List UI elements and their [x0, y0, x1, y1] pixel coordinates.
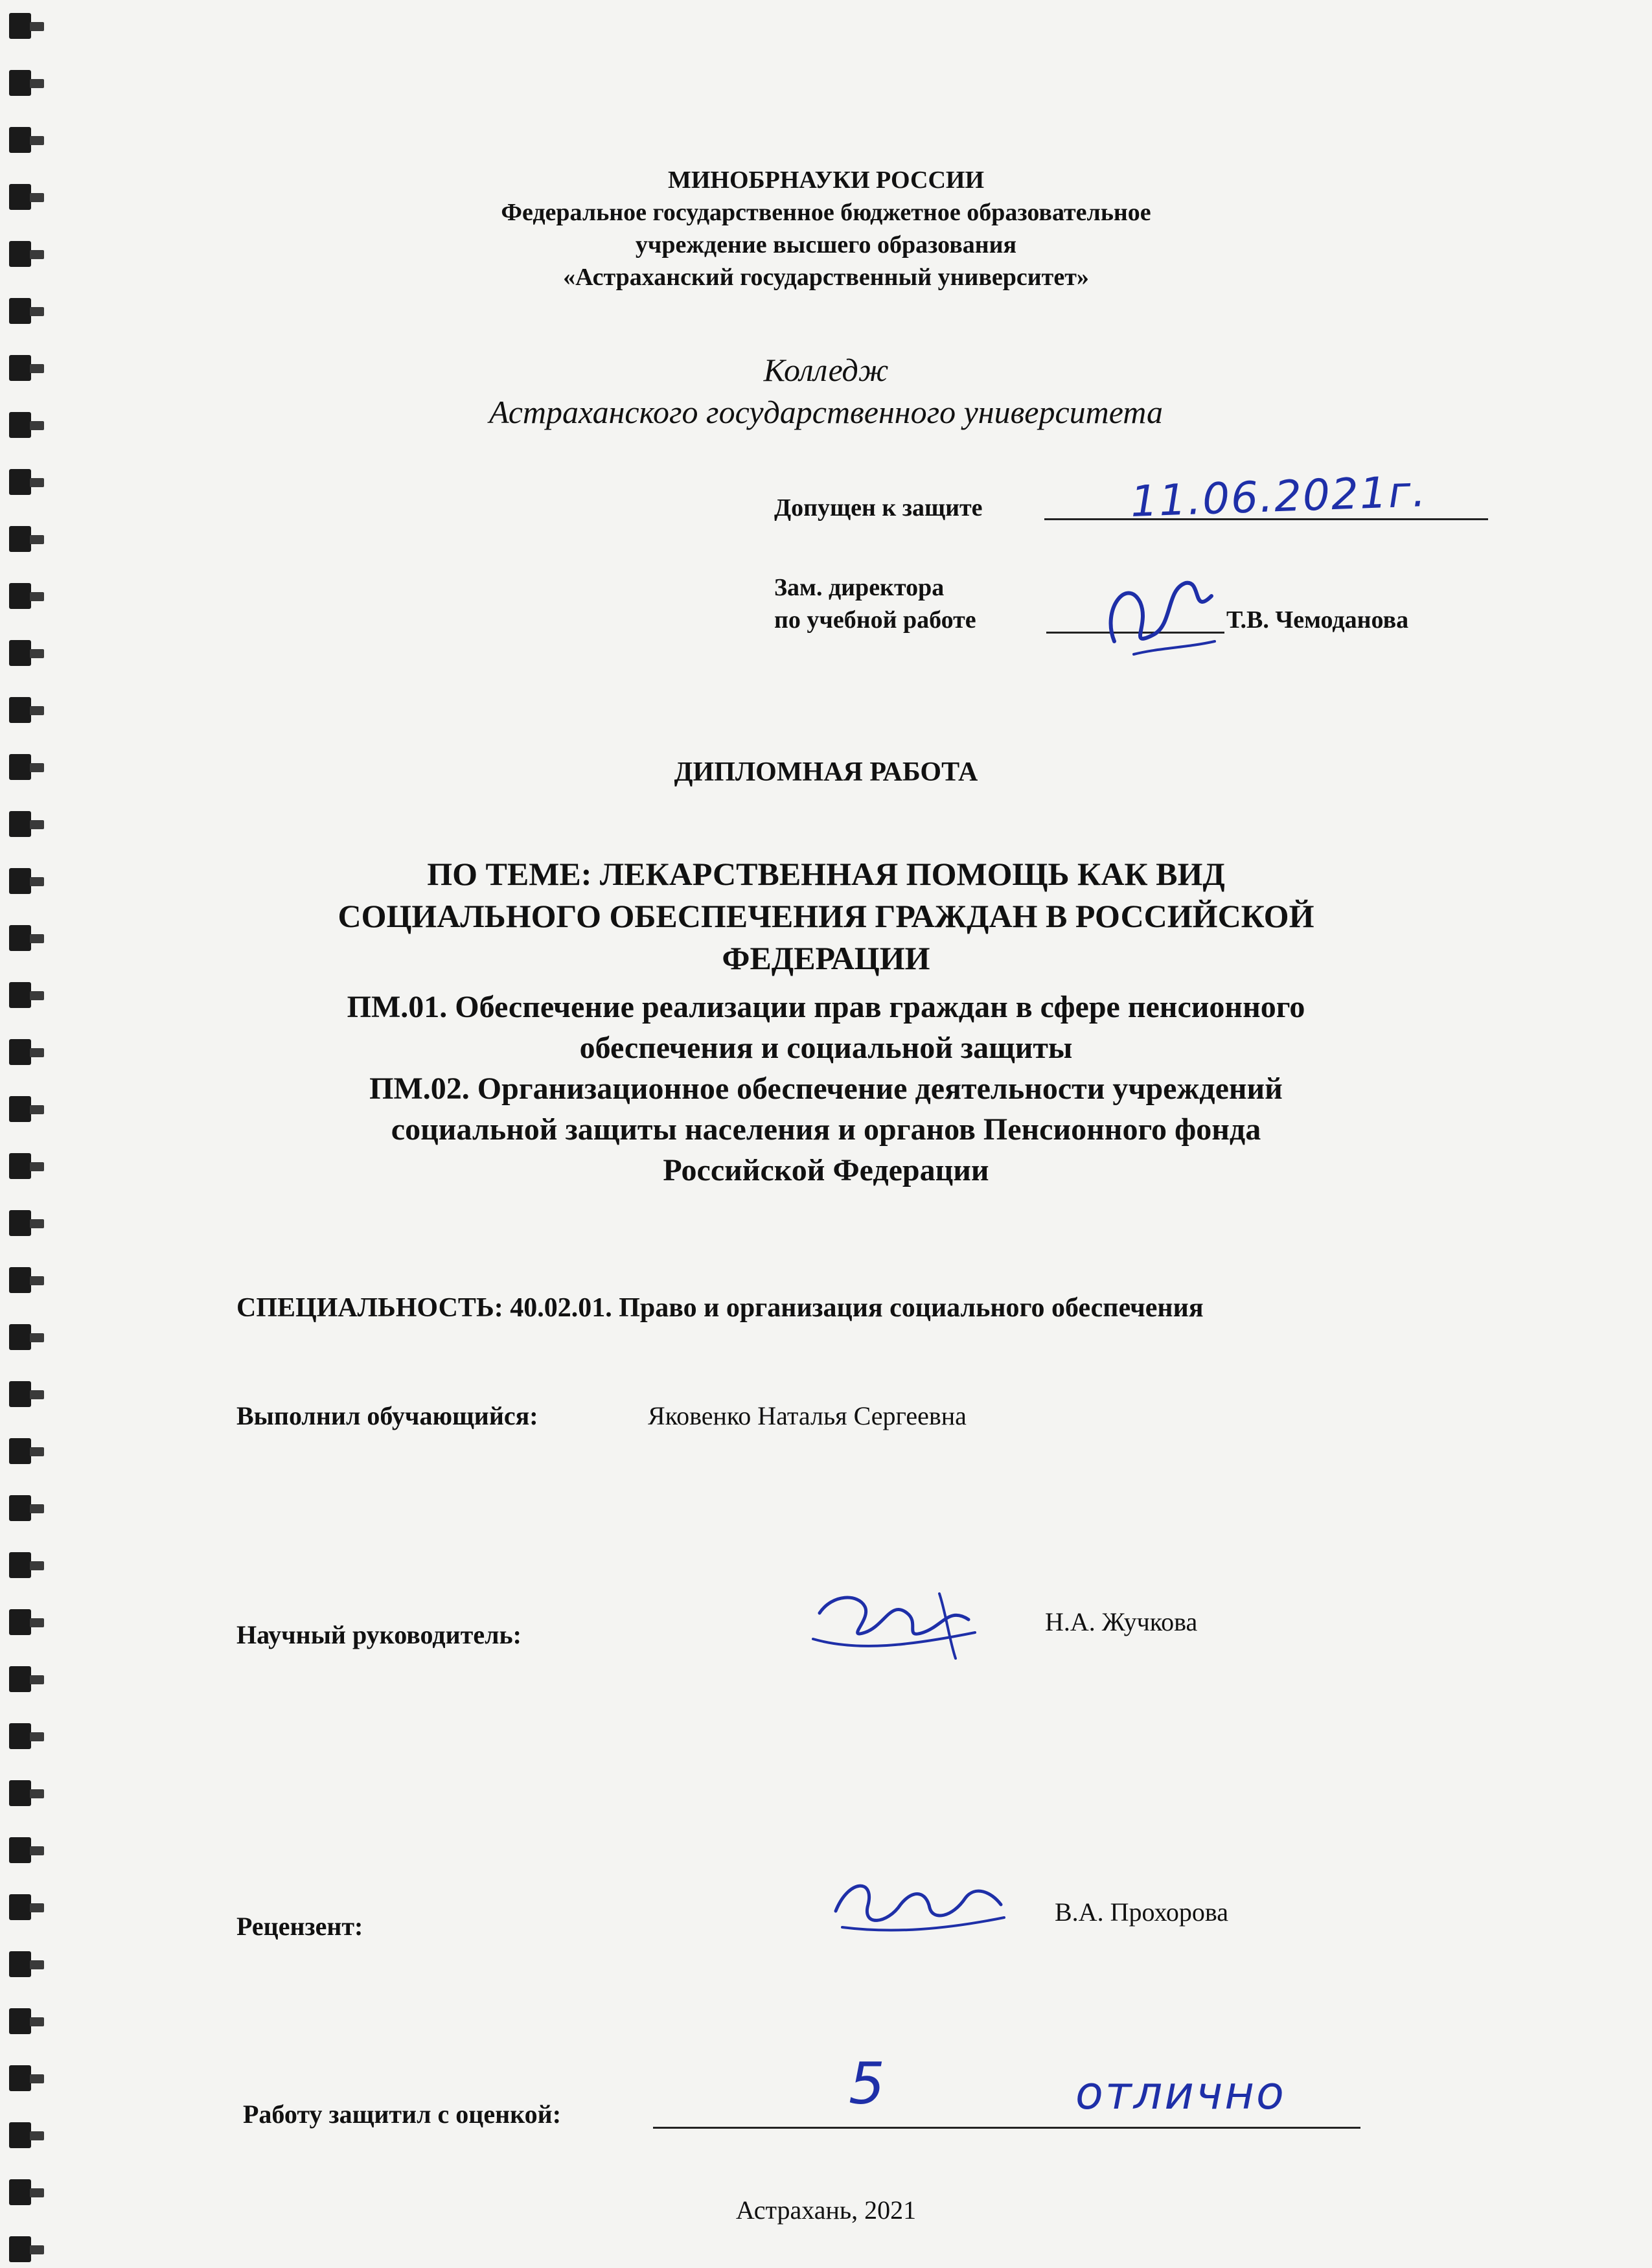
binding-hole — [9, 526, 31, 552]
grade-line — [653, 2127, 1360, 2129]
binding-ring — [30, 592, 44, 601]
grade-word-handwritten: отлично — [1075, 2067, 1286, 2120]
binding-hole — [9, 70, 31, 96]
student-name: Яковенко Наталья Сергеевна — [648, 1401, 967, 1430]
institution-type-line: учреждение высшего образования — [635, 231, 1017, 258]
deputy-name: Т.В. Чемоданова — [1226, 606, 1409, 634]
binding-ring — [30, 1276, 44, 1285]
binding-hole — [9, 1780, 31, 1806]
binding-hole — [9, 1894, 31, 1920]
binding-ring — [30, 1903, 44, 1912]
topic-line-2: СОЦИАЛЬНОГО ОБЕСПЕЧЕНИЯ ГРАЖДАН В РОССИЙСКОЙ — [338, 898, 1314, 934]
binding-ring — [30, 1447, 44, 1456]
binding-ring — [30, 2017, 44, 2026]
binding-hole — [9, 469, 31, 495]
binding-ring — [30, 820, 44, 829]
topic-line-1: ПО ТЕМЕ: ЛЕКАРСТВЕННАЯ ПОМОЩЬ КАК ВИД — [427, 856, 1225, 892]
university-name: «Астраханский государственный университет» — [563, 264, 1089, 291]
binding-ring — [30, 1219, 44, 1228]
binding-ring — [30, 1789, 44, 1798]
binding-ring — [30, 535, 44, 544]
admitted-label: Допущен к защите — [774, 494, 983, 521]
supervisor-label: Научный руководитель: — [236, 1620, 522, 1649]
binding-ring — [30, 2131, 44, 2140]
binding-hole — [9, 2122, 31, 2148]
binding-ring — [30, 478, 44, 487]
reviewer-signature — [816, 1853, 1011, 1950]
binding-ring — [30, 1960, 44, 1969]
reviewer-label: Рецензент: — [236, 1912, 363, 1941]
module-pm02-line-2: социальной защиты населения и органов Пенсионного фонда — [391, 1112, 1261, 1147]
module-pm01-line-2: обеспечения и социальной защиты — [579, 1031, 1073, 1065]
binding-hole — [9, 1666, 31, 1692]
binding-hole — [9, 583, 31, 609]
binding-hole — [9, 2236, 31, 2262]
binding-hole — [9, 13, 31, 39]
binding-ring — [30, 307, 44, 316]
binding-hole — [9, 640, 31, 666]
binding-hole — [9, 697, 31, 723]
binding-ring — [30, 1732, 44, 1741]
binding-ring — [30, 2245, 44, 2254]
binding-hole — [9, 1723, 31, 1749]
binding-ring — [30, 136, 44, 145]
grade-value-handwritten: 5 — [849, 2050, 885, 2117]
specialty: СПЕЦИАЛЬНОСТЬ: 40.02.01. Право и организация социального обеспечения — [236, 1293, 1204, 1323]
binding-hole — [9, 1552, 31, 1578]
college-university-line: Астраханского государственного университета — [488, 394, 1164, 430]
binding-ring — [30, 706, 44, 715]
document-type: ДИПЛОМНАЯ РАБОТА — [674, 757, 978, 787]
institution-line: Федеральное государственное бюджетное образовательное — [501, 199, 1151, 226]
binding-hole — [9, 1324, 31, 1350]
binding-ring — [30, 22, 44, 31]
binding-hole — [9, 1837, 31, 1863]
binding-hole — [9, 298, 31, 324]
grade-label: Работу защитил с оценкой: — [243, 2100, 562, 2129]
admitted-date-handwritten: 11.06.2021г. — [1129, 466, 1428, 527]
binding-ring — [30, 2074, 44, 2083]
module-pm02-line-1: ПМ.02. Организационное обеспечение деятельности учреждений — [369, 1071, 1283, 1106]
binding-hole — [9, 2008, 31, 2034]
binding-ring — [30, 649, 44, 658]
binding-hole — [9, 127, 31, 153]
supervisor-name: Н.А. Жучкова — [1045, 1607, 1198, 1636]
binding-hole — [9, 1495, 31, 1521]
binding-ring — [30, 1675, 44, 1684]
supervisor-signature — [794, 1568, 988, 1678]
deputy-title-2: по учебной работе — [774, 606, 976, 634]
city-year: Астрахань, 2021 — [735, 2195, 917, 2225]
binding-ring — [30, 1333, 44, 1342]
college-line: Колледж — [763, 352, 889, 388]
binding-ring — [30, 79, 44, 88]
binding-ring — [30, 1390, 44, 1399]
bleed-through — [428, 304, 434, 333]
binding-ring — [30, 1504, 44, 1513]
binding-hole — [9, 1210, 31, 1236]
binding-hole — [9, 1438, 31, 1464]
binding-ring — [30, 1846, 44, 1855]
module-pm02-line-3: Российской Федерации — [663, 1153, 989, 1187]
ministry-line: МИНОБРНАУКИ РОССИИ — [667, 166, 985, 194]
topic-line-3: ФЕДЕРАЦИИ — [722, 940, 930, 976]
binding-hole — [9, 1381, 31, 1407]
binding-hole — [9, 1267, 31, 1293]
student-label: Выполнил обучающийся: — [236, 1401, 538, 1430]
deputy-title: Зам. директора — [774, 574, 945, 601]
deputy-signature — [1088, 564, 1224, 667]
binding-hole — [9, 1609, 31, 1635]
binding-ring — [30, 1618, 44, 1627]
binding-ring — [30, 1561, 44, 1570]
module-pm01-line-1: ПМ.01. Обеспечение реализации прав граждан в сфере пенсионного — [347, 990, 1305, 1024]
binding-hole — [9, 2065, 31, 2091]
binding-hole — [9, 1951, 31, 1977]
binding-hole — [9, 811, 31, 837]
reviewer-name: В.А. Прохорова — [1055, 1897, 1229, 1927]
